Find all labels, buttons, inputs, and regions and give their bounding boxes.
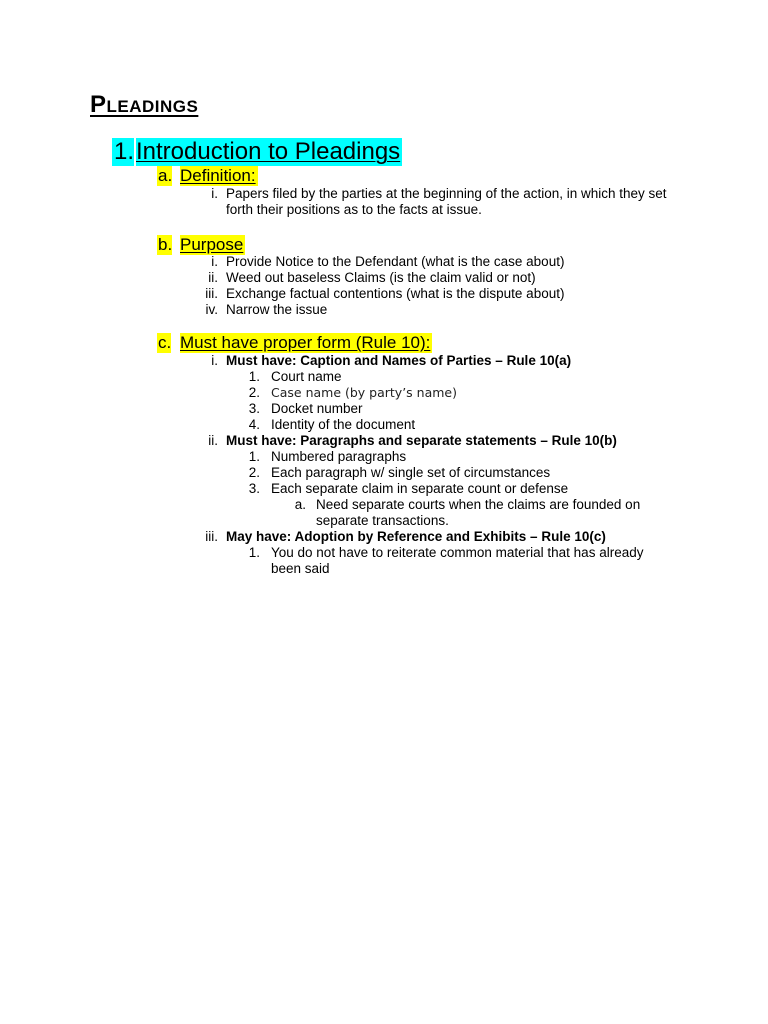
list-marker: 2. [248, 385, 260, 400]
list-marker: 1. [248, 545, 260, 560]
subsection-heading-form [180, 333, 432, 353]
subsection-letter-c: c. [158, 333, 172, 352]
list-item-text: separate transactions. [316, 513, 449, 528]
list-item-text: Weed out baseless Claims (is the claim valid or not) [226, 270, 536, 285]
list-item-text: Court name [271, 369, 342, 384]
list-marker: iv. [205, 302, 218, 317]
list-item-text: May have: Adoption by Reference and Exhibits – Rule 10(c) [226, 529, 606, 544]
list-marker: 1. [248, 369, 260, 384]
subsection-letter-a: a. [158, 166, 173, 185]
list-marker: ii. [208, 433, 218, 448]
list-marker: 3. [248, 481, 260, 496]
list-marker: 3. [248, 401, 260, 416]
list-marker: 2. [248, 465, 260, 480]
page-title: Pleadings [90, 91, 199, 118]
subsection-heading-form-text: Must have proper form (Rule 10): [180, 333, 431, 352]
list-item-text: Case name (by party’s name) [271, 385, 457, 400]
list-item-text: Need separate courts when the claims are founded on [316, 497, 641, 512]
subsection-heading-purpose [180, 235, 245, 255]
list-marker: 1. [248, 449, 260, 464]
list-marker: ii. [208, 270, 218, 285]
section-heading-text: Introduction to Pleadings [136, 138, 401, 165]
list-marker: iii. [205, 529, 218, 544]
subsection-letter-b: b. [158, 235, 173, 254]
list-item-text: Provide Notice to the Defendant (what is the case about) [226, 254, 565, 269]
section-heading [136, 138, 402, 166]
list-item-text: Numbered paragraphs [271, 449, 407, 464]
subsection-heading-definition [180, 166, 258, 186]
subsection-heading-purpose-text: Purpose [180, 235, 244, 254]
list-item-text: Identity of the document [271, 417, 416, 432]
list-marker: i. [211, 353, 218, 368]
list-item-text: Must have: Caption and Names of Parties – Rule 10(a) [226, 353, 572, 368]
list-item-text: Each separate claim in separate count or defense [271, 481, 569, 496]
list-item-text: Narrow the issue [226, 302, 328, 317]
list-item-text: forth their positions as to the facts at issue. [226, 202, 482, 217]
list-marker: i. [211, 254, 218, 269]
list-marker: i. [211, 186, 218, 201]
list-marker: iii. [205, 286, 218, 301]
list-item-text: Papers filed by the parties at the beginning of the action, in which they set [226, 186, 667, 201]
list-item-text: Must have: Paragraphs and separate statements – Rule 10(b) [226, 433, 617, 448]
list-marker: a. [294, 497, 306, 512]
list-item-text: been said [271, 561, 330, 576]
list-item-text: Exchange factual contentions (what is the dispute about) [226, 286, 565, 301]
section-number: 1. [114, 138, 135, 165]
list-item-text: You do not have to reiterate common material that has already [271, 545, 644, 560]
list-item-text: Docket number [271, 401, 363, 416]
subsection-heading-definition-text: Definition: [180, 166, 256, 185]
list-item-text: Each paragraph w/ single set of circumstances [271, 465, 551, 480]
list-marker: 4. [248, 417, 260, 432]
